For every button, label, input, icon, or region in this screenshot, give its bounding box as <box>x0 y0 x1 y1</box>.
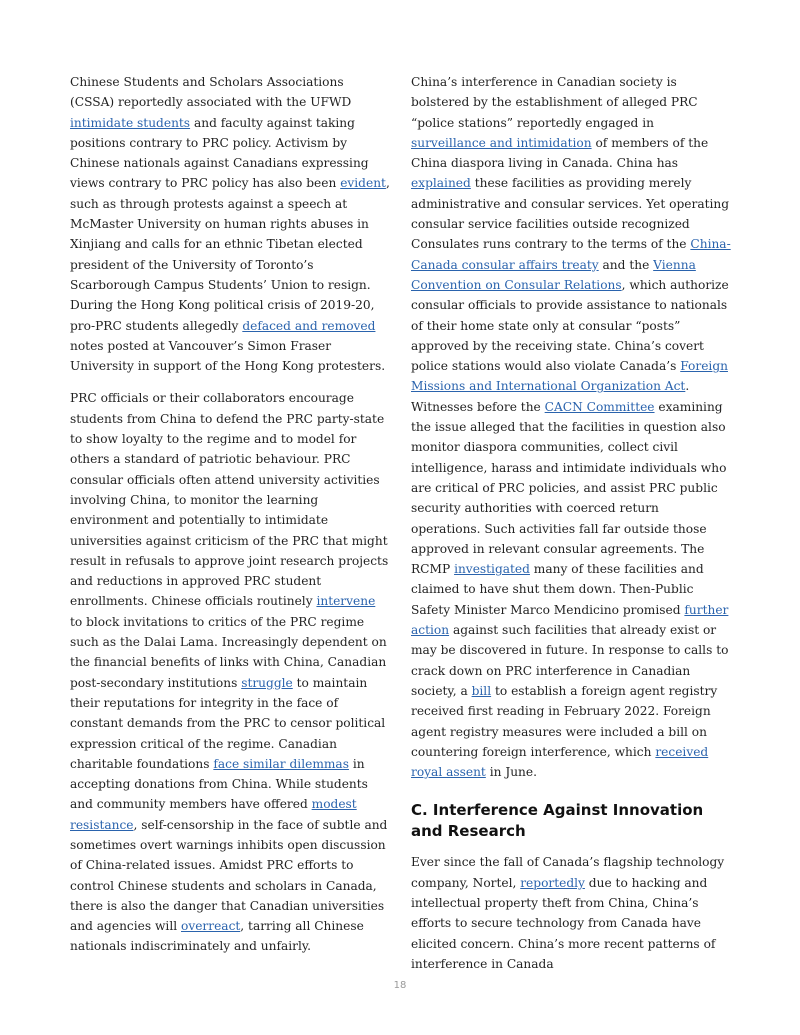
text-run: and faculty against taking positions contrary to PRC policy. Activism by Chinese nationals against Canadians expressing views contrary to PRC policy has also been <box>70 115 369 191</box>
inline-link[interactable]: Foreign Missions and International Organization Act <box>411 359 728 394</box>
text-run: to block invitations to critics of the PRC regime such as the Dalai Lama. Increasingly dependent on the financial benefits of links with China, Canadian post-secondary institutions <box>70 614 387 690</box>
inline-link[interactable]: explained <box>411 176 471 191</box>
text-run: . Witnesses before the <box>411 379 690 414</box>
text-run: of members of the China diaspora living in Canada. China has <box>411 135 709 171</box>
body-paragraph <box>70 72 390 376</box>
text-run: , self-censorship in the face of subtle and sometimes overt warnings inhibits open discussion of China-related issues. Amidst PRC efforts to control Chinese students and scholars in Canada, there is also the danger that Canadian universities and agencies will <box>70 817 388 934</box>
text-run: notes posted at Vancouver’s Simon Fraser University in support of the Hong Kong protesters. <box>70 338 386 374</box>
page-number: 18 <box>393 980 407 991</box>
text-run: Chinese Students and Scholars Associations (CSSA) reportedly associated with the UFWD <box>70 75 352 110</box>
text-run: China’s interference in Canadian society is bolstered by the establishment of alleged PRC “police stations” reportedly engaged in <box>411 75 698 130</box>
inline-link[interactable]: modest resistance <box>70 797 357 832</box>
inline-link[interactable]: received royal assent <box>411 744 709 780</box>
text-run: due to hacking and intellectual property theft from China, China’s efforts to secure technology from Canada have elicited concern. China’s more recent patterns of interference in Canada <box>411 875 716 971</box>
inline-link[interactable]: reportedly <box>520 875 585 890</box>
inline-link[interactable]: surveillance and intimidation <box>411 135 592 150</box>
inline-link[interactable]: further action <box>411 602 729 638</box>
text-run: in accepting donations from China. While students and community members have offered <box>70 756 368 812</box>
inline-link[interactable]: face similar dilemmas <box>213 756 349 771</box>
inline-link[interactable]: defaced and removed <box>242 318 376 333</box>
body-paragraph <box>411 72 731 782</box>
inline-link[interactable]: Vienna Convention on Consular Relations <box>411 257 696 292</box>
inline-link[interactable]: CACN Committee <box>544 399 655 414</box>
text-run: against such facilities that already exist or may be discovered in future. In response to calls to crack down on PRC interference in Canadian society, a <box>411 623 729 698</box>
inline-link[interactable]: intervene <box>316 594 376 609</box>
text-run: to maintain their reputations for integrity in the face of constant demands from the PRC to censor political expression critical of the regime. Canadian charitable foundations <box>70 675 386 771</box>
text-run: and the <box>598 257 654 272</box>
text-run: , tarring all Chinese nationals indiscriminately and unfairly. <box>70 919 364 954</box>
body-paragraph <box>70 388 390 956</box>
text-run: , such as through protests against a speech at McMaster University on human rights abuses in Xinjiang and calls for an ethnic Tibetan elected president of the University of Toronto’s Scarborough Campus Students’ Union to resign. During the Hong Kong political crisis of 2019-20, pro-PRC students allegedly <box>70 176 390 333</box>
section-heading: C. Interference Against Innovation and Research <box>411 801 704 841</box>
text-run: to establish a foreign agent registry received first reading in February 2022. Foreign agent registry measures were included a bill on countering foreign interference, which <box>411 683 718 759</box>
left-column <box>70 72 390 969</box>
inline-link[interactable]: bill <box>471 683 492 698</box>
inline-link[interactable]: evident <box>340 176 386 191</box>
text-run: examining the issue alleged that the facilities in question also monitor diaspora communities, collect civil intelligence, harass and intimidate individuals who are critical of PRC policies, and assist PRC public security authorities with coerced return operations. Such activities fall far outside those approved in relevant consular agreements. The RCMP <box>411 399 727 577</box>
inline-link[interactable]: investigated <box>454 562 530 577</box>
text-run: , which authorize consular officials to provide assistance to nationals of their home state only at consular “posts” approved by the receiving state. China’s covert police stations would also violate Canada’s <box>411 277 729 374</box>
inline-link[interactable]: struggle <box>241 675 293 690</box>
text-run: many of these facilities and claimed to have shut them down. Then-Public Safety Minister Marco Mendicino promised <box>411 562 704 617</box>
inline-link[interactable]: overreact <box>181 919 241 934</box>
text-run: PRC officials or their collaborators encourage students from China to defend the PRC party-state to show loyalty to the regime and to model for others a standard of patriotic behaviour. PRC consular officials often attend university activities involving China, to monitor the learning environment and potentially to intimidate universities against criticism of the PRC that might result in refusals to approve joint research projects and reductions in approved PRC student enrollments. Chinese officials routinely <box>70 391 389 609</box>
inline-link[interactable]: China-Canada consular affairs treaty <box>411 237 731 272</box>
body-paragraph <box>411 852 731 974</box>
right-column <box>411 72 731 986</box>
inline-link[interactable]: intimidate students <box>70 115 191 130</box>
text-run: Ever since the fall of Canada’s flagship technology company, Nortel, <box>411 855 725 890</box>
text-run: these facilities as providing merely administrative and consular services. Yet operating consular service facilities outside recognized Consulates runs contrary to the terms of the <box>411 176 730 252</box>
text-run: in June. <box>485 765 537 780</box>
